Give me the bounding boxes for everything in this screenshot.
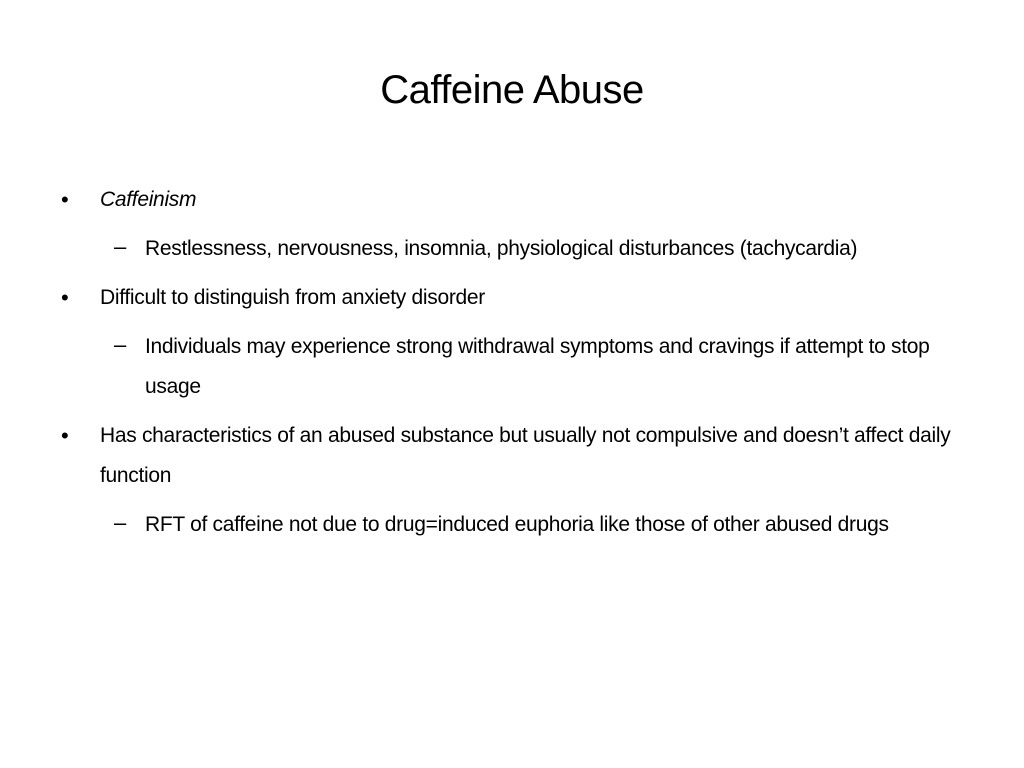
sub-bullet-text: RFT of caffeine not due to drug=induced euphoria like those of other abused drugs: [145, 513, 889, 536]
sub-bullet-text: Restlessness, nervousness, insomnia, physiological disturbances (tachycardia): [145, 237, 858, 260]
bullet-text: Difficult to distinguish from anxiety disorder: [100, 286, 485, 309]
bullet-list: [58, 180, 978, 554]
sub-bullet-item-rft: [58, 505, 978, 545]
bullet-item-caffeinism: [58, 180, 978, 220]
bullet-icon: •: [61, 285, 69, 310]
sub-bullet-item-symptoms: [58, 229, 978, 269]
dash-icon: –: [114, 234, 126, 259]
dash-icon: –: [114, 510, 126, 535]
bullet-item-characteristics: [58, 416, 978, 496]
bullet-text: Caffeinism: [100, 188, 197, 211]
bullet-icon: •: [61, 423, 69, 448]
bullet-item-anxiety: [58, 278, 978, 318]
sub-bullet-text: Individuals may experience strong withdrawal symptoms and cravings if attempt to stop usage: [145, 335, 930, 398]
dash-icon: –: [114, 332, 126, 357]
bullet-text: Has characteristics of an abused substance but usually not compulsive and doesn’t affect daily function: [100, 424, 951, 487]
slide-title: Caffeine Abuse: [380, 68, 644, 112]
sub-bullet-item-withdrawal: [58, 327, 978, 407]
bullet-icon: •: [61, 187, 69, 212]
